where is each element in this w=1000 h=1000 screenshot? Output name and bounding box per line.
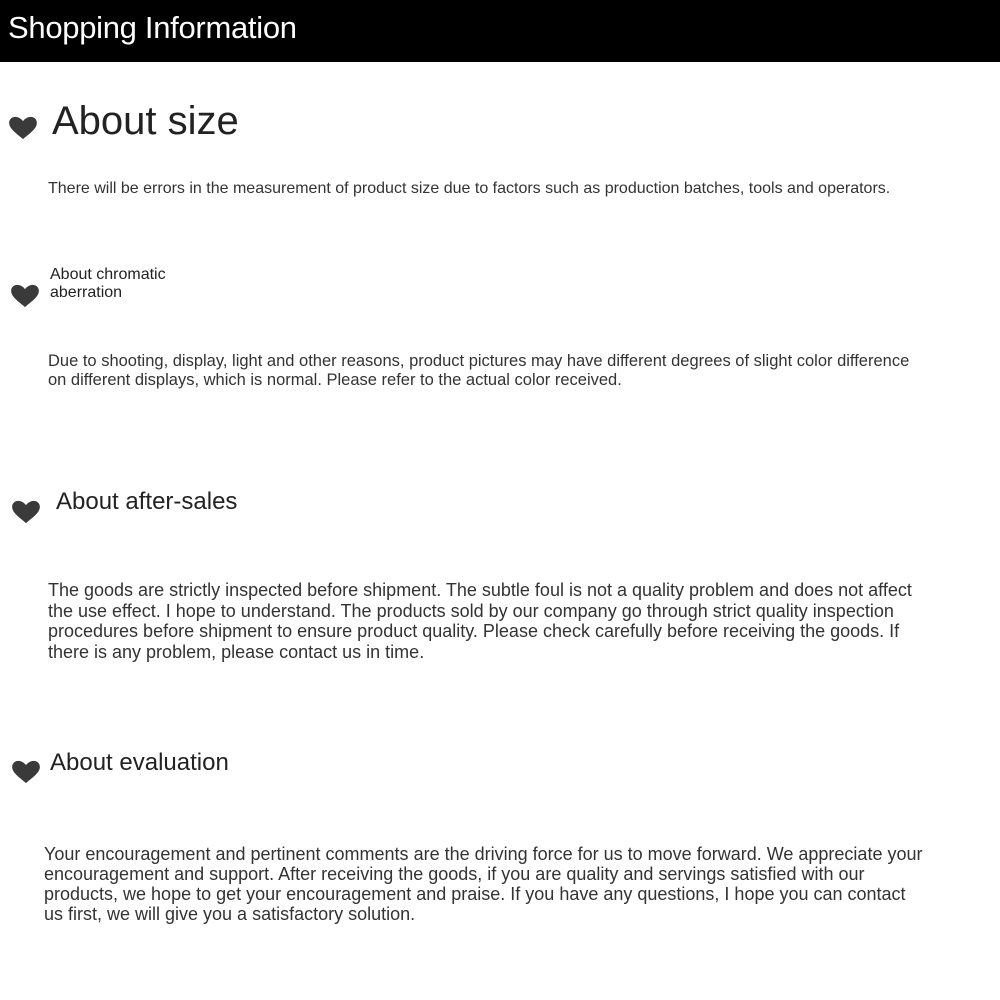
- heart-icon: [10, 284, 40, 308]
- section-title-chromatic: About chromatic aberration: [50, 266, 166, 301]
- heart-icon: [8, 116, 38, 140]
- section-body-after-sales: The goods are strictly inspected before shipment. The subtle foul is not a quality problem and does not affect the use effect. I hope to understand. The products sold by our company go through strict quality inspection procedures before shipment to ensure product quality. Please check carefully before receiving the goods. If there is any problem, please contact us in time.: [48, 580, 912, 662]
- section-title-evaluation: About evaluation: [50, 749, 229, 776]
- section-body-chromatic: Due to shooting, display, light and other reasons, product pictures may have different degrees of slight color difference on different displays, which is normal. Please refer to the actual color received.: [48, 352, 910, 389]
- header-bar: [0, 0, 1000, 62]
- page-title: Shopping Information: [8, 10, 297, 45]
- section-title-size: About size: [52, 99, 239, 143]
- heart-icon: [11, 500, 41, 524]
- section-body-evaluation: Your encouragement and pertinent comments are the driving force for us to move forward. We appreciate your encouragement and support. After receiving the goods, if you are quality and servings satisfied with our products, we hope to get your encouragement and praise. If you have any questions, I hope you can contact us first, we will give you a satisfactory solution.: [44, 844, 923, 924]
- section-title-after-sales: About after-sales: [56, 488, 238, 515]
- section-body-size: There will be errors in the measurement of product size due to factors such as production batches, tools and operators.: [48, 180, 891, 197]
- heart-icon: [11, 760, 41, 784]
